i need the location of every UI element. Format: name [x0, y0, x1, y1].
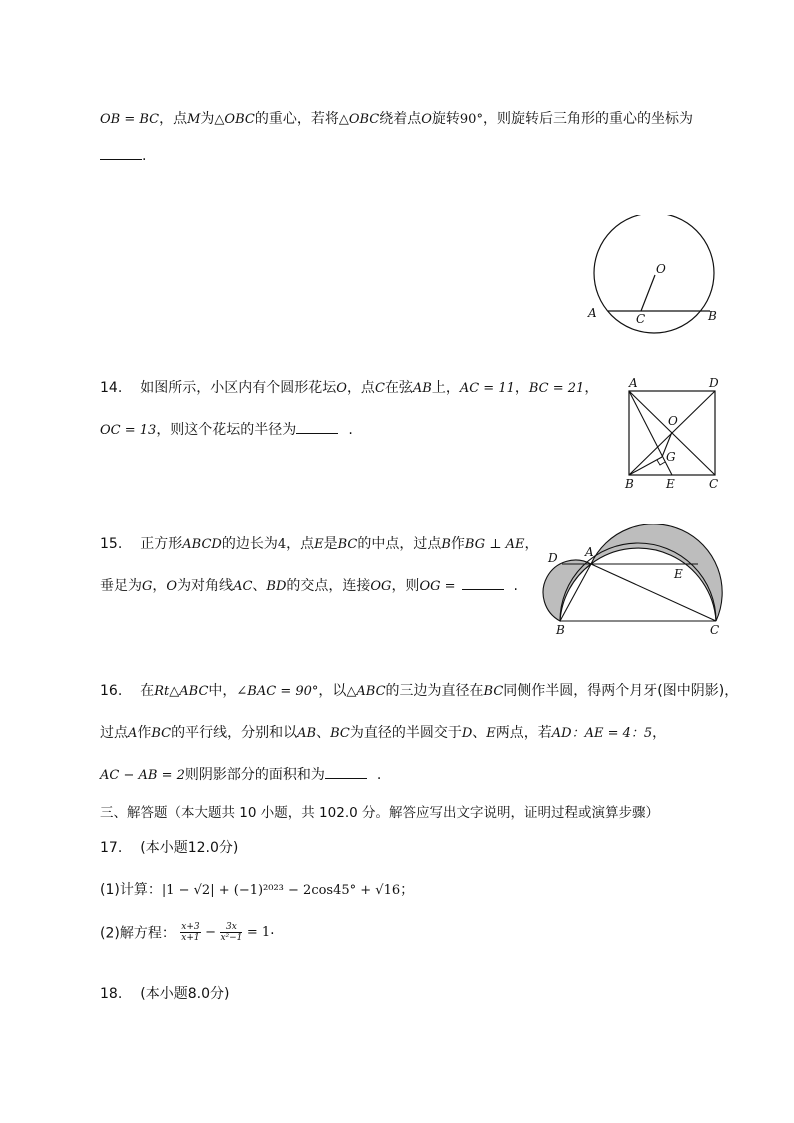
- q14-eq: BC = 21: [528, 381, 585, 396]
- q15-abcd: ABCD: [182, 537, 222, 552]
- frac1-num: x+3: [181, 922, 200, 932]
- q16-line2: [100, 722, 666, 742]
- q13-text: ，点: [159, 111, 188, 127]
- label-c: C: [709, 477, 719, 491]
- q17-part2: [100, 922, 275, 943]
- q15-text: 正方形: [140, 536, 183, 552]
- q15-number: 15.: [100, 536, 123, 552]
- q16-text: ，: [652, 725, 667, 741]
- label-o: O: [656, 262, 666, 276]
- q16-ratio: AD：AE = 4：5: [551, 726, 653, 741]
- q15-text: 垂足为: [100, 578, 142, 594]
- q16-line3: [100, 764, 381, 784]
- figure-square-q15: [616, 372, 728, 494]
- frac2-num: 3x: [220, 922, 242, 933]
- q14-text: ，则这个花坛的半径为: [156, 422, 297, 438]
- q17-p2-end: .: [270, 922, 275, 938]
- q13-text: ，则旋转后三角形的重心的坐标为: [482, 111, 693, 127]
- q15-text: ，: [152, 578, 167, 594]
- lune-ab: [543, 560, 591, 621]
- q13-text: 的重心，若将: [254, 111, 339, 127]
- label-o: O: [668, 414, 678, 428]
- q15-text: 、: [252, 578, 267, 594]
- q13-deg: 90°: [459, 112, 483, 127]
- label-c: C: [636, 312, 646, 326]
- q15-line1: [100, 533, 538, 553]
- label-c: C: [710, 623, 720, 637]
- q16-paren: (图中阴影): [657, 683, 725, 699]
- q15-text: 是: [323, 536, 338, 552]
- q16-text: ，以: [318, 683, 347, 699]
- q16-text: 同侧作半圆，得两个月牙: [503, 683, 658, 699]
- q16-text: 两点，若: [495, 725, 552, 741]
- q14-c: C: [374, 381, 385, 396]
- q16-line1: [100, 680, 738, 700]
- q16-text: 作: [137, 725, 152, 741]
- q15-text: 的边长为: [221, 536, 278, 552]
- label-d: D: [548, 551, 558, 565]
- segment-bg: [629, 457, 662, 475]
- q13-line2: [100, 148, 146, 164]
- q15-ac: AC: [233, 579, 253, 594]
- q17-part1: [100, 879, 414, 899]
- fraction-1: [180, 922, 200, 943]
- q15-og-eq: OG =: [419, 579, 456, 594]
- q15-line2: [100, 575, 518, 595]
- q16-d: D: [461, 726, 473, 741]
- label-b: B: [625, 477, 634, 491]
- q18-number: 18.: [100, 986, 123, 1002]
- q13-end: .: [142, 148, 147, 164]
- label-b: B: [556, 623, 565, 637]
- q17-p1-expr: |1 − √2| + (−1)²⁰²³ − 2cos45° + √16: [161, 883, 401, 898]
- q16-bc: BC: [483, 684, 504, 699]
- q13-tri: △OBC: [214, 112, 255, 127]
- minus-sign: −: [205, 925, 216, 940]
- q16-text: 为直径的半圆交于: [349, 725, 462, 741]
- answer-blank[interactable]: [462, 589, 504, 590]
- answer-blank[interactable]: [325, 778, 367, 779]
- q16-text: 、: [316, 725, 331, 741]
- q15-end: .: [513, 578, 518, 594]
- q14-line1: [100, 377, 598, 397]
- answer-blank[interactable]: [296, 433, 338, 434]
- q13-text: 为: [200, 111, 215, 127]
- q13-line1: [100, 108, 693, 128]
- q13-text: 绕着点: [379, 111, 422, 127]
- q17-number: 17.: [100, 840, 123, 856]
- q16-text: 的平行线，分别和以: [171, 725, 298, 741]
- answer-blank[interactable]: [100, 159, 142, 160]
- q15-text: ，则: [391, 578, 420, 594]
- figure-circle-q14: [580, 215, 730, 335]
- q14-text: ，: [514, 380, 529, 396]
- q16-ab: AB: [297, 726, 317, 741]
- label-a: A: [629, 376, 638, 390]
- right-angle-mark: [657, 460, 665, 465]
- q16-angle: ∠BAC = 90°: [236, 684, 319, 699]
- q13-text: 旋转: [431, 111, 460, 127]
- label-d: D: [709, 376, 719, 390]
- q14-text: ，点: [346, 380, 375, 396]
- section-title: 三、解答题（本大题共 10 小题，共 102.0 分。解答应写出文字说明，证明过程或演算步骤）: [100, 805, 659, 821]
- q16-bc: BC: [151, 726, 172, 741]
- q14-eq: AC = 11: [459, 381, 515, 396]
- q16-diff: AC − AB = 2: [100, 768, 185, 783]
- q16-e: E: [486, 726, 496, 741]
- label-a: A: [585, 545, 594, 559]
- q15-text: 为对角线: [177, 578, 234, 594]
- q15-perp: BG ⊥ AE: [464, 537, 525, 552]
- q15-text: ，点: [286, 536, 315, 552]
- frac2-den: x²−1: [220, 933, 243, 943]
- q14-text: 上，: [431, 380, 460, 396]
- q14-o: O: [336, 381, 347, 396]
- q14-end: .: [348, 422, 353, 438]
- q15-text: ，: [524, 536, 539, 552]
- q16-rt: Rt△ABC: [154, 684, 209, 699]
- q14-line2: [100, 419, 353, 439]
- q16-end: .: [376, 767, 382, 783]
- q13-tri: △OBC: [338, 112, 380, 127]
- q13-eq: OB = BC: [100, 112, 160, 127]
- q17-p1-end: ；: [400, 882, 415, 898]
- label-e: E: [674, 567, 683, 581]
- q14-number: 14.: [100, 380, 123, 396]
- q15-bd: BD: [266, 579, 287, 594]
- q16-text: 中，: [208, 683, 237, 699]
- q18-score: (本小题8.0分): [140, 986, 230, 1002]
- q16-bc: BC: [330, 726, 350, 741]
- q15-text: 的中点，过点: [357, 536, 442, 552]
- q14-text: 在弦: [384, 380, 413, 396]
- q17-p1-label: (1)计算：: [100, 882, 162, 898]
- q14-text: 如图所示，小区内有个圆形花坛: [140, 380, 337, 396]
- equals-one: = 1: [246, 925, 271, 940]
- q16-text: ，: [724, 683, 739, 699]
- q15-text: 作: [450, 536, 465, 552]
- frac1-den: x+1: [181, 933, 200, 943]
- q16-text: 在: [140, 683, 155, 699]
- q15-og: OG: [370, 579, 392, 594]
- q16-text: 过点: [100, 725, 128, 741]
- q15-four: 4: [277, 537, 287, 552]
- q15-g: G: [142, 579, 153, 594]
- q15-text: 的交点，连接: [286, 578, 371, 594]
- q16-text: 、: [472, 725, 487, 741]
- q16-text: 的三边为直径在: [385, 683, 484, 699]
- q16-a: A: [128, 726, 138, 741]
- q14-eq: OC = 13: [100, 423, 157, 438]
- q17-header: [100, 837, 238, 857]
- q16-text: 则阴影部分的面积和为: [184, 767, 325, 783]
- q18-header: [100, 983, 229, 1003]
- circle-shape: [594, 215, 714, 333]
- fraction-2: [220, 922, 242, 943]
- q16-number: 16.: [100, 683, 123, 699]
- q15-bc: BC: [337, 537, 358, 552]
- q16-tri: △ABC: [346, 684, 386, 699]
- label-b: B: [708, 309, 717, 323]
- q17-p2-label: (2)解方程：: [100, 925, 176, 942]
- figure-lunes-q16: [540, 524, 724, 642]
- q13-m: M: [187, 112, 201, 127]
- segment-oc: [641, 275, 655, 311]
- q13-o: O: [421, 112, 432, 127]
- label-e: E: [666, 477, 675, 491]
- q15-o: O: [166, 579, 178, 594]
- q14-ab: AB: [412, 381, 432, 396]
- q15-b: B: [441, 537, 451, 552]
- q15-e: E: [314, 537, 324, 552]
- label-g: G: [666, 450, 676, 464]
- label-a: A: [588, 306, 597, 320]
- q14-text: ，: [584, 380, 599, 396]
- q17-score: (本小题12.0分): [140, 840, 239, 856]
